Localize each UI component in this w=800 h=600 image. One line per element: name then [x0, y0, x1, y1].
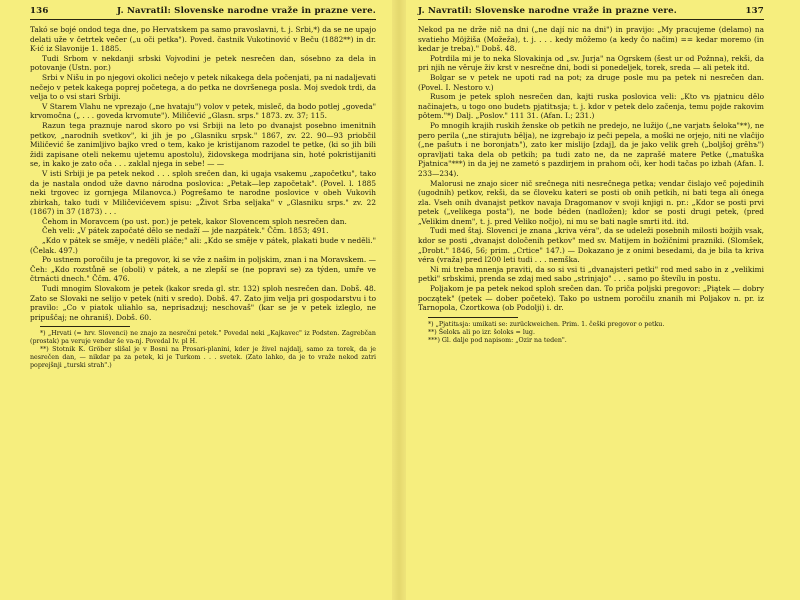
left-page-number: 136: [30, 6, 49, 16]
left-page: [6, 0, 386, 600]
right-paragraph: Bolgar se v petek ne upoti rad na pot; za druge posle mu pa petek ni nesrečen dan. (Povel. I. Nestoro v.): [418, 72, 764, 92]
right-footnote: *) „Pjatitьsja: umikati se: zurückweichen. Prim. 1. češki pregovor o petku.: [428, 320, 665, 328]
right-paragraph: Po mnogih krajih ruskih ženske ob petkih ne predejo, ne lužijo („ne varjatъ šeloka"**), ne pero perila („ne stirajutъ bělja), ne izgrebajo iz peči pepela, a moški ne orjejo, niti ne vlačijo („ne pašutъ i ne boronjatъ"), zato ker mislijo [zdaj], da je jako velik greh („boljšoj grěhъ") opravljati taka dela ob petkih; pa tudi zato ne, da ne zaprašé matere Petke („matuška Pjatnica"***) in da jej ne zametó s pazdirjem in prahom oči, ker hodi tačas po izbah (Afan. I. 233—234).: [418, 120, 764, 178]
left-paragraph: V isti Srbiji je pa petek nekod . . . sploh srečen dan, ki ugaja vsakemu „započetku", tako da je nastala ondod uže davno národna poslovica: „Petak—lep započetak". (Povel. l. 1885 neki trgovec iz gornjega Milanovca.) Pogrešamo te narodne poslovice v obeh Vukovih zbirkah, tako tudi v Miličevićevem spisu: „Život Srba seljaka" v „Glasniku srps." zv. 22 (1867) in 37 (1873) . . .: [30, 168, 376, 217]
left-footnote: **) Stotnik K. Gröber slišal je v Bosni na Prosari-planini, kder je živel najdalj, samo za torek, da je nesrečen dan, — nikdar pa za petek, ki je Turkom . . . svetek. (Zato lahko, da je to vraže nekod zatri poprejšnji „turski strah".): [30, 346, 376, 370]
left-paragraph: Po ustnem poročilu je ta pregovor, ki se vže z našim in poljskim, znan i na Moravskem. — Čeh: „Kdo rozstůně se (oboli) v pátek, a ne zlepší se (ne popravi se) za týden, umře ve čtrnácti dnech." Ččm. 476.: [30, 255, 376, 284]
right-footnote: **) Šelokъ ali po izr. šoloks = lug.: [428, 328, 535, 336]
left-running-title: J. Navratil: Slovenske narodne vraže in prazne vere.: [117, 6, 376, 16]
right-running-title: J. Navratil: Slovenske narodne vraže in prazne vere.: [418, 6, 677, 16]
footnote-divider: [428, 317, 518, 318]
right-footnote: ***) Gl. dalje pod napisom: „Ozir na teden".: [428, 336, 567, 344]
right-page-header: [418, 6, 764, 20]
right-paragraph: Poljakom je pa petek nekod sploh srečen dan. To priča poljski pregovor: „Piątek — dobry początek" (petek — dober početek). Tako po ustnem poročilu znanih mi Poljakov n. pr. iz Tarnopola, Czortkowa (ob Podolji) i. dr.: [418, 284, 764, 313]
footnote-divider: [40, 326, 130, 327]
right-paragraph: Potrdila mi je to neka Slovakinja od „sv. Jurja" na Ogrskem (šest ur od Požnna), rekši, da pri njih ne věruje živ krst v nesrečne dni, bodi si ponedeljek, torek, sreda — ali petek itd.: [418, 53, 764, 73]
right-paragraph: Ni mi treba mnenja praviti, da so si vsi ti „dvanajsteri petki" rod med sabo in z „velikimi petki" srbskimi, prenda se zdaj med sabo „strinjajo" . . . samo po števílu in postu.: [418, 264, 764, 284]
book-gutter: [392, 0, 406, 600]
right-paragraph: Malorusi ne znajo sicer nič srečnega niti nesrečnega petka; vendar čislajo več pojedinih (ugodnih) petkov, rekši, da se človeku kateri se posti ob onih petkih, ni bati tega ali ónega zla. Vseh onih dvanajst petkov navaja Dragomanov v svoji knjigi n. pr.: „Kdor se posti prvi petek („velikega posta"), ne bode béden (nadložen); kdor se posti drugi petek, (pred „Velikim dnem", t. j. pred Veliko nočjo), ni mu se bati nagle smrti itd. itd.: [418, 178, 764, 226]
right-paragraph: Nekod pa ne drže nič na dni („ne dají nic na dni") in pravijo: „My pracujeme (delamo) na svatieho Möjžiša (Možeža), t. j. . . . kedy môžemo (a kedy čo načim) == kedar moremo (in kedar je treba)." Dobš. 48.: [418, 25, 764, 54]
left-paragraph: Tudi Srbom v nekdanji srbski Vojvodini je petek nesrečen dan, sósebno za dela in potovanje (Ustn. por.): [30, 53, 376, 73]
left-paragraph: Razun tega praznuje narod skoro po vsi Srbiji na leto po dvanajst posebno imenitnih petkov, „narodnih svetkov", ki jih je po „Glasniku srpsk." 1867, zv. 22. 90—93 priobčil Miličević še zanimljivo bajko vred o tem, kako je kristijanom razodel te petke, (ki so jih bili židi zapisane oteli nekemu ujetemu apostolu), židovskega modrijana sin, hoté pokristijaniti se, in kako je zato oča . . . zaklal njega in sebe! — —: [30, 120, 376, 169]
right-page: [408, 0, 788, 600]
left-footnote: *) „Hrvati (= hrv. Slovenci) ne znajo za nesrečni petek." Povedal neki „Kajkavec" iz Podsten. Zagrebčan (prostak) pa veruje vendar še va-nj. Povedal Iv. pl H.: [30, 330, 376, 346]
left-paragraph: Srbi v Nišu in po njegovi okolici nečejo v petek nikakega dela počenjati, pa ni nadaljevati nečejo v petek kakega poprej početega, a do petka ne dovršenega posla. Moj svedok trdi, da velja to o vsi stari Srbiji.: [30, 72, 376, 102]
left-paragraph: Takó se bojé ondod tega dne, po Hervatskem pa samo pravoslavni, t. j. Srbi,*) da se ne upajo delati uže v četrtek večer („u oči petka"). Poved. častnik Vukotinović v Beču (1882**) in dr. K-ić iz Slavonije 1. 1885.: [30, 25, 376, 54]
left-paragraph: „Kdo v pátek se směje, v neděli pláče;" ali: „Kdo se směje v pátek, plakati bude v neděli." (Čelak. 497.): [30, 236, 376, 255]
right-paragraph: Rusom je petek sploh nesrečen dan, kajti ruska poslovica veli: „Kto vъ pjatnicu dělo načinajetъ, u togo ono budetъ pjatitъsja; t. j. kdor v petek delo začenja, temu pojde rakovim pôtem."*) Dalj. „Poslov." 111 31. (Afan. I.; 231.): [418, 92, 764, 121]
right-page-number: 137: [745, 6, 764, 16]
left-paragraph: Čehom in Moravcem (po ust. por.) je petek, kakor Slovencem sploh nesrečen dan.: [42, 216, 347, 226]
left-paragraph: Tudi mnogim Slovakom je petek (kakor sreda gl. str. 132) sploh nesrečen dan. Dobš. 48. Zato se Slovaki ne selijo v petek (niti v sredo). Dobš. 47. Zato jim velja pri gospodarstvu i to pravilo: „Co v piatok uliahlo sa, neprisadzuj; neschovaš" (kar se je v petek izleglo, ne pripuščaj; ne ohraniš). Dobš. 60.: [30, 284, 376, 322]
left-paragraph: V Starem Vlahu ne vprezajo („ne hvataju") volov v petek, misleč, da bodo potlej „goveda" krvomočna („ . . . goveda krvomute"). Miličević „Glasn. srps." 1873. zv. 37; 115.: [30, 101, 376, 121]
left-paragraph: Čeh veli: „V pátek započaté dělo se nedaží — jde nazpátek." Ččm. 1853; 491.: [42, 226, 329, 236]
right-paragraph: Tudi med štaj. Slovenci je znana „kriva véra", da se udeleži posebnih milosti božjih vsak, kdor se posti „dvanajst določenih petkov" med sv. Matijem in božičnimi prazniki. (Slomšek, „Drobt." 1846, 56; prim. „Crtice" 147.) — Dokazano je z onimi besedami, da je bila ta kriva véra (vraža) pred l200 leti tudi . . . nemška.: [418, 226, 764, 265]
left-page-header: [30, 6, 376, 20]
